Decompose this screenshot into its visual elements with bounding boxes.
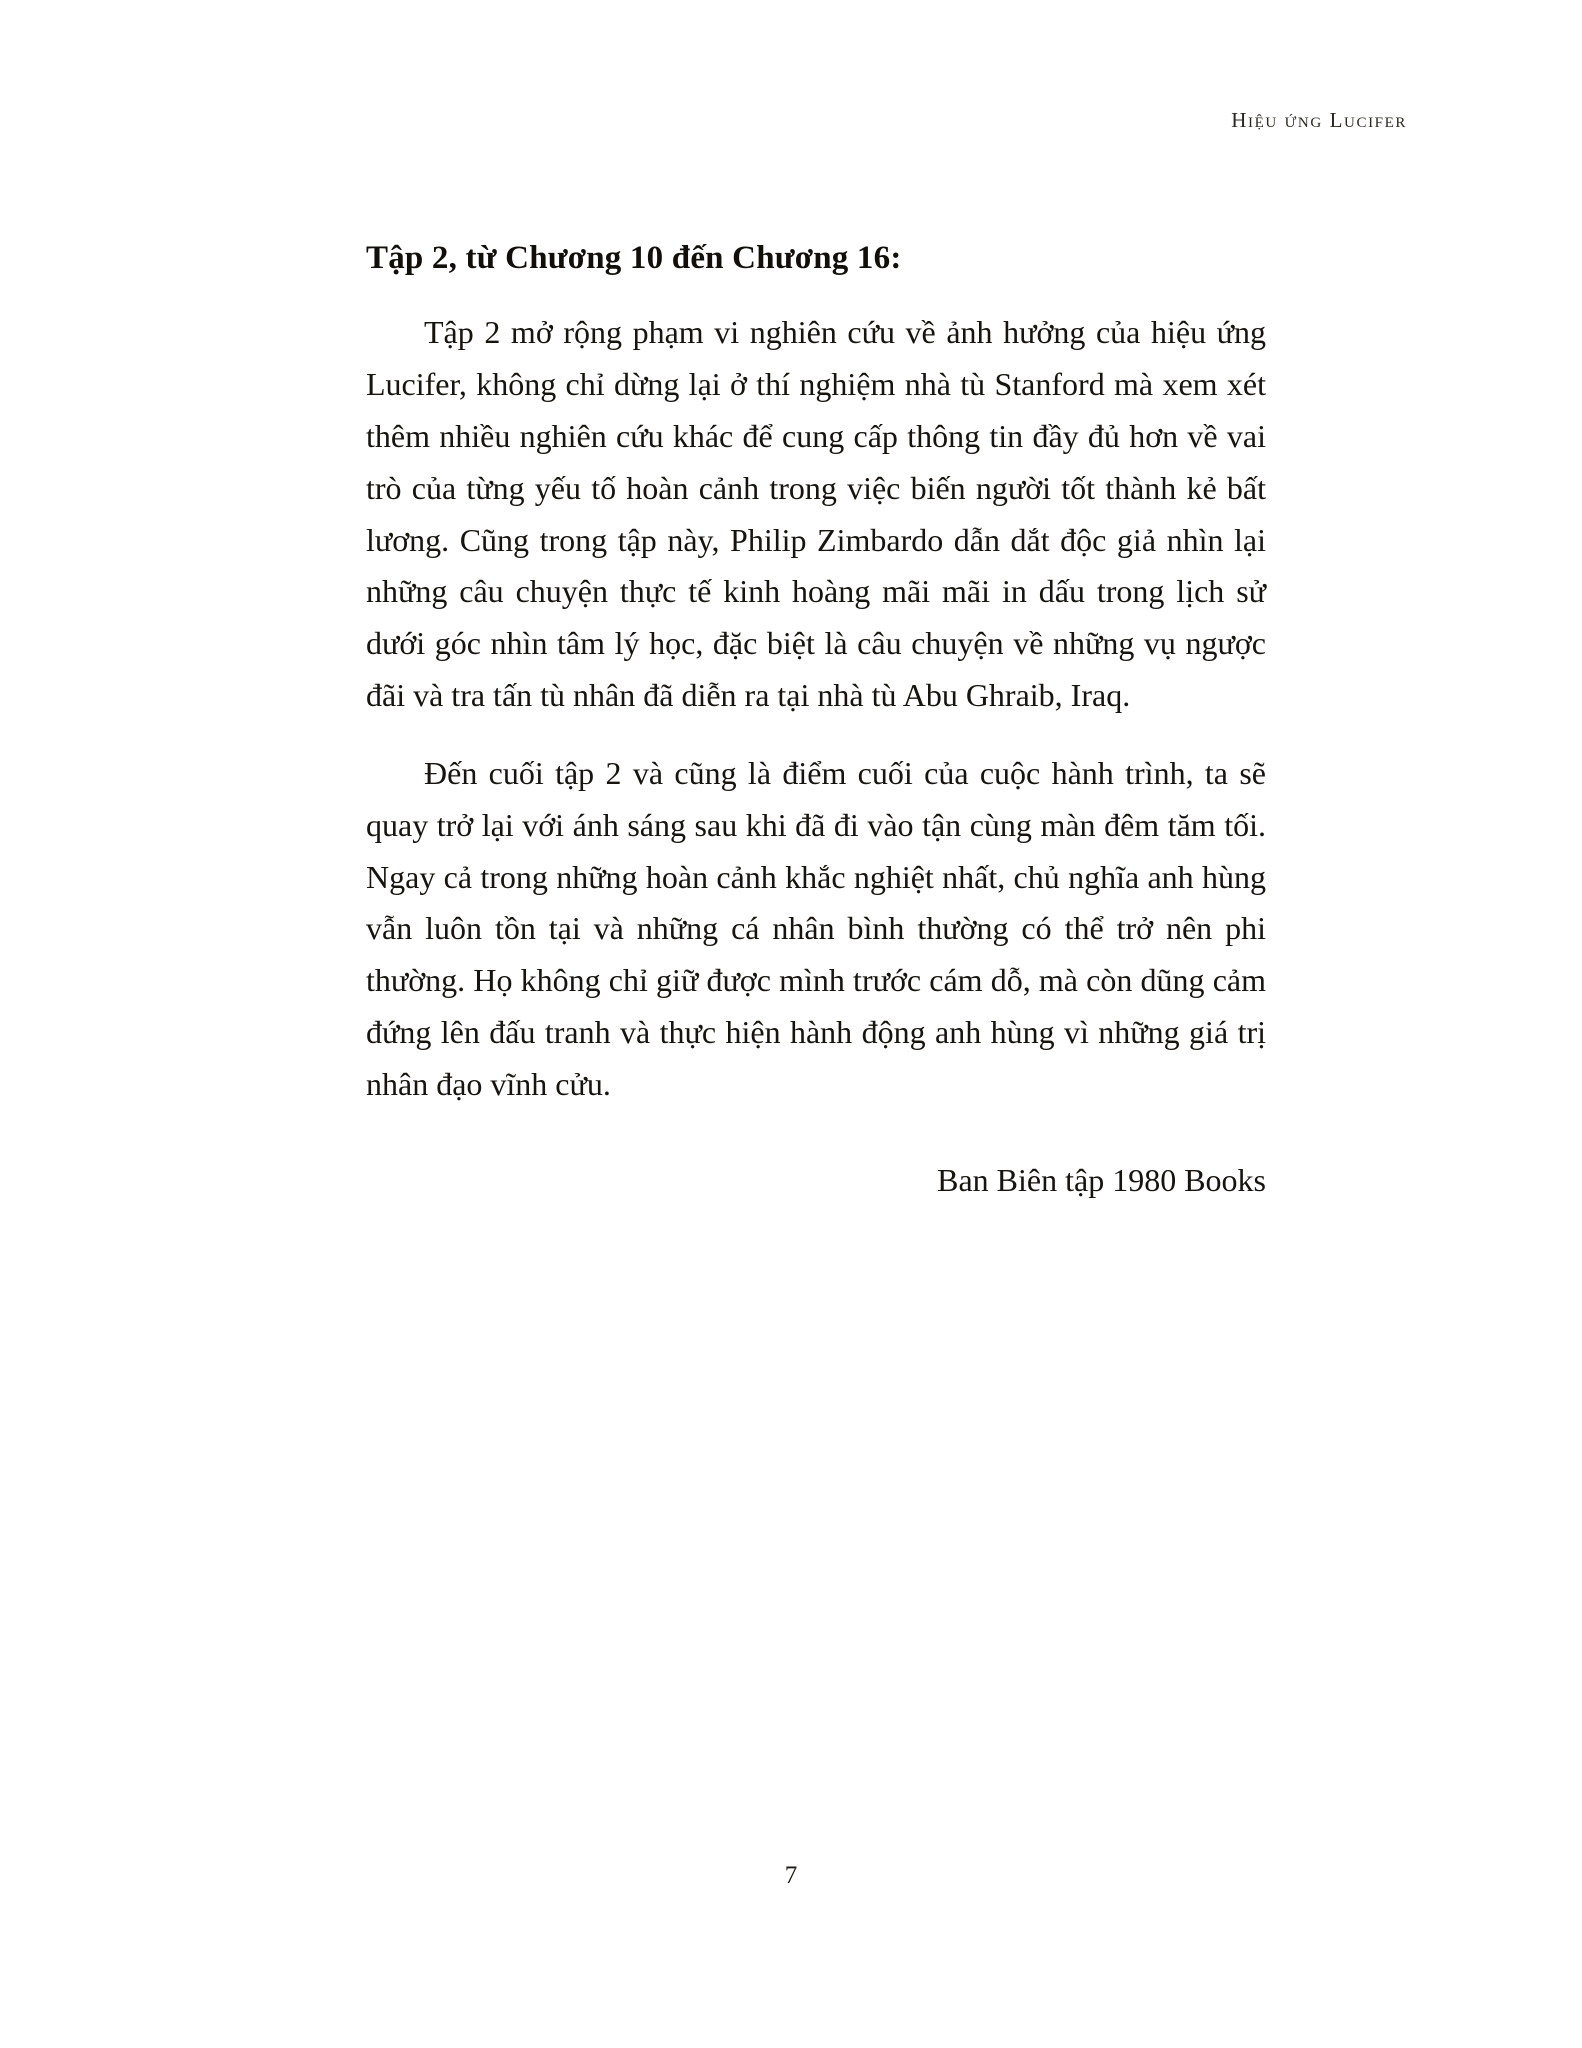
page-content	[366, 238, 1266, 1206]
body-paragraph-2: Đến cuối tập 2 và cũng là điểm cuối của cuộc hành trình, ta sẽ quay trở lại với ánh sáng sau khi đã đi vào tận cùng màn đêm tăm tối. Ngay cả trong những hoàn cảnh khắc nghiệt nhất, chủ nghĩa anh hùng vẫn luôn tồn tại và những cá nhân bình thường có thể trở nên phi thường. Họ không chỉ giữ được mình trước cám dỗ, mà còn dũng cảm đứng lên đấu tranh và thực hiện hành động anh hùng vì những giá trị nhân đạo vĩnh cửu.	[366, 754, 1266, 1102]
page-number: 7	[784, 1862, 798, 1889]
section-heading: Tập 2, từ Chương 10 đến Chương 16:	[366, 240, 902, 276]
running-head-text: Hiệu ứng Lucifer	[1231, 108, 1407, 132]
running-head	[1231, 108, 1407, 133]
signature-line: Ban Biên tập 1980 Books	[937, 1161, 1266, 1198]
body-paragraph-1: Tập 2 mở rộng phạm vi nghiên cứu về ảnh hưởng của hiệu ứng Lucifer, không chỉ dừng lại ở thí nghiệm nhà tù Stanford mà xem xét thêm nhiều nghiên cứu khác để cung cấp thông tin đầy đủ hơn về vai trò của từng yếu tố hoàn cảnh trong việc biến người tốt thành kẻ bất lương. Cũng trong tập này, Philip Zimbardo dẫn dắt độc giả nhìn lại những câu chuyện thực tế kinh hoàng mãi mãi in dấu trong lịch sử dưới góc nhìn tâm lý học, đặc biệt là câu chuyện về những vụ ngược đãi và tra tấn tù nhân đã diễn ra tại nhà tù Abu Ghraib, Iraq.	[366, 314, 1266, 714]
